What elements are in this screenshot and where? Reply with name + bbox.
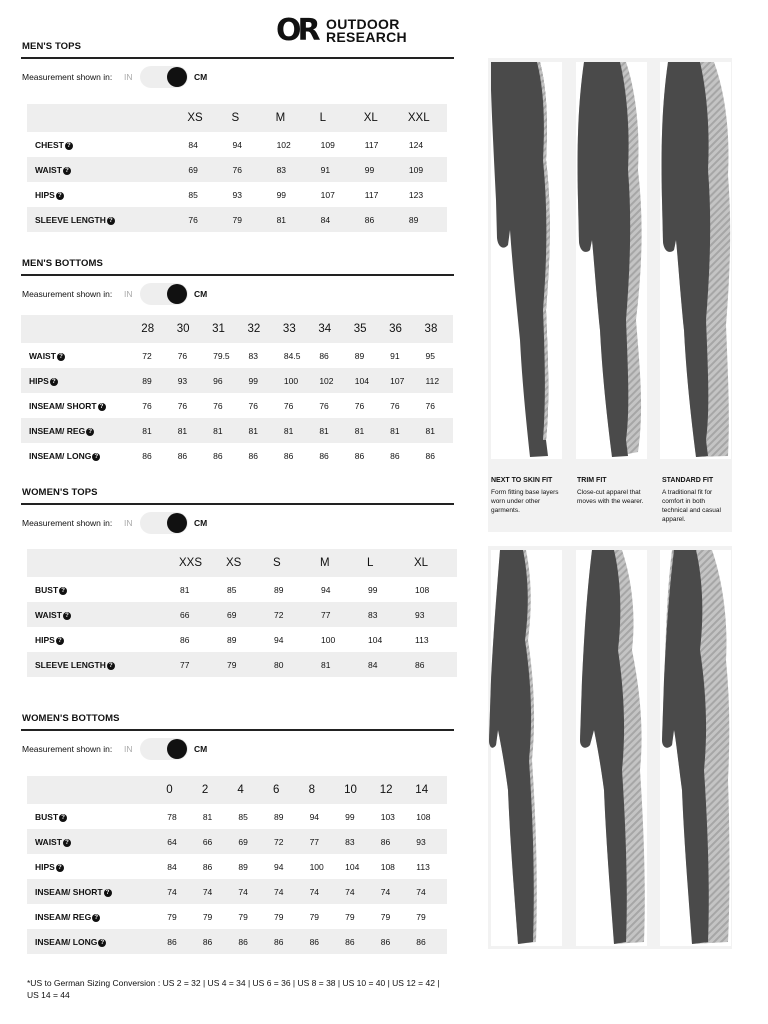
table-cell: 86 [390,450,400,461]
size-header: XS [222,549,269,577]
table-cell: 104 [368,634,383,645]
table-cell: 94 [232,139,242,150]
table-cell: 77 [175,652,222,677]
table-cell: 76 [142,400,152,411]
table-cell: 79 [416,911,426,922]
table-cell: 74 [376,879,412,904]
table-cell: 77 [305,829,341,854]
measurement-name: BUST [35,584,59,595]
table-cell: 93 [411,829,447,854]
size-header: 0 [162,776,198,804]
size-header: XL [410,549,457,577]
measurement-name: HIPS [35,861,55,872]
unit-in-option[interactable]: IN [124,744,133,754]
table-cell: 86 [233,929,269,954]
unit-toggle-label: Measurement shown in: [22,744,113,754]
table-cell: 89 [273,811,284,822]
womens-next-to-skin-figure [489,550,562,946]
table-cell: 89 [134,368,169,393]
table-cell: 86 [354,450,365,461]
unit-cm-option[interactable]: CM [194,72,208,82]
help-icon[interactable]: ? [92,914,100,922]
table-cell: 79 [309,911,320,922]
help-icon[interactable]: ? [56,192,64,200]
unit-cm-option[interactable]: CM [194,744,208,754]
womens-tops-title: WOMEN'S TOPS [22,487,98,498]
table-cell: 86 [162,929,198,954]
measurement-name: WAIST [35,164,62,175]
table-cell: 84 [315,207,359,232]
table-cell: 69 [233,829,269,854]
table-cell: 81 [170,418,205,443]
table-cell: 81 [205,418,240,443]
table-cell: 86 [410,652,457,677]
help-icon[interactable]: ? [63,612,71,620]
size-header: 28 [134,315,169,343]
table-cell: 74 [162,879,198,904]
size-header: 35 [347,315,382,343]
table-cell: 79 [222,652,269,677]
brand-name: OUTDOOR RESEARCH [326,16,407,45]
measurement-name: SLEEVE LENGTH [35,659,106,670]
size-header: S [226,104,270,132]
table-cell: 102 [311,368,346,393]
mens-trim-fit-figure [576,62,647,459]
table-cell: 86 [202,861,213,872]
table-cell: 85 [188,189,198,200]
measurement-name: HIPS [35,634,55,645]
table-cell: 86 [425,450,436,461]
size-header: 33 [276,315,311,343]
table-cell: 93 [232,189,242,200]
table-cell: 117 [364,139,379,150]
table-cell: 86 [411,929,447,954]
table-cell: 76 [390,400,400,411]
table-cell: 76 [177,400,188,411]
unit-cm-option[interactable]: CM [194,518,208,528]
table-cell: 76 [226,157,270,182]
fit-label-standard: STANDARD FIT A traditional fit for comfort in both technical and casual apparel. [662,477,721,523]
fit-label-trim: TRIM FIT Close-cut apparel that moves with the wearer. [577,477,644,505]
table-cell: 99 [241,368,276,393]
measurement-name: BUST [35,811,59,822]
table-cell: 72 [269,602,316,627]
table-cell: 91 [315,157,359,182]
table-cell: 76 [425,400,436,411]
table-cell: 108 [380,861,395,872]
table-cell: 86 [283,450,294,461]
table-cell: 81 [134,418,169,443]
table-cell: 66 [198,829,234,854]
table-cell: 79 [380,911,391,922]
size-header: L [315,104,359,132]
measurement-name: CHEST [35,139,64,150]
table-cell: 86 [319,350,329,361]
table-cell: 99 [345,811,355,822]
measurement-name: INSEAM/ REG [35,911,92,922]
table-cell: 94 [274,634,284,645]
fit-label-next-to-skin: NEXT TO SKIN FIT Form fitting base layers worn under other garments. [491,477,559,514]
size-header: 30 [170,315,205,343]
measurement-name: INSEAM/ SHORT [35,886,103,897]
table-cell: 123 [408,189,424,200]
size-header: 12 [376,776,412,804]
table-cell: 83 [248,350,258,361]
table-cell: 76 [354,400,365,411]
size-header: M [316,549,363,577]
table-cell: 117 [364,189,379,200]
size-header: XL [359,104,403,132]
mens-tops-title: MEN'S TOPS [22,41,82,52]
table-cell: 84 [167,861,177,872]
table-cell: 77 [316,602,363,627]
table-cell: 89 [354,350,365,361]
size-header: 38 [418,315,453,343]
measurement-name: WAIST [35,609,62,620]
table-cell: 76 [177,350,188,361]
table-cell: 83 [271,157,315,182]
womens-standard-fit-figure [660,550,731,946]
table-cell: 95 [425,350,436,361]
unit-toggle-label: Measurement shown in: [22,518,113,528]
table-cell: 83 [340,829,376,854]
table-cell: 89 [274,584,284,595]
table-cell: 81 [316,652,363,677]
table-cell: 78 [167,811,177,822]
mens-bottoms-title: MEN'S BOTTOMS [22,258,103,269]
measurement-name: INSEAM/ LONG [35,936,98,947]
table-cell: 85 [227,584,237,595]
help-icon[interactable]: ? [98,403,106,411]
table-cell: 66 [175,602,222,627]
unit-in-option[interactable]: IN [124,518,133,528]
table-cell: 86 [142,450,152,461]
table-cell: 124 [408,139,424,150]
size-header: XXS [175,549,222,577]
size-header: 31 [205,315,240,343]
size-header: 34 [311,315,346,343]
table-cell: 84 [363,652,410,677]
table-cell: 79 [238,911,248,922]
measurement-name: INSEAM/ LONG [29,450,92,461]
table-cell: 107 [320,189,335,200]
help-icon[interactable]: ? [59,814,67,822]
table-cell: 79 [273,911,284,922]
table-cell: 86 [248,450,258,461]
table-cell: 80 [269,652,316,677]
measurement-name: HIPS [35,189,55,200]
size-header: 14 [411,776,447,804]
table-cell: 86 [180,634,190,645]
size-header: 8 [305,776,341,804]
table-cell: 74 [233,879,269,904]
unit-in-option[interactable]: IN [124,289,133,299]
help-icon[interactable]: ? [50,378,58,386]
table-cell: 72 [142,350,152,361]
table-cell: 81 [202,811,213,822]
size-header: 32 [241,315,276,343]
unit-toggle-label: Measurement shown in: [22,289,113,299]
mens-standard-fit-figure [660,62,731,459]
table-cell: 74 [269,879,305,904]
table-cell: 74 [340,879,376,904]
table-cell: 89 [403,207,447,232]
table-cell: 86 [340,929,376,954]
table-cell: 109 [403,157,447,182]
table-cell: 86 [198,929,234,954]
table-cell: 104 [345,861,360,872]
measurement-name: SLEEVE LENGTH [35,214,106,225]
table-cell: 76 [213,400,223,411]
table-cell: 99 [368,584,378,595]
table-cell: 100 [309,861,324,872]
table-cell: 93 [170,368,205,393]
table-cell: 81 [276,418,311,443]
womens-bottoms-title: WOMEN'S BOTTOMS [22,713,120,724]
table-cell: 79 [345,911,355,922]
size-header: 2 [198,776,234,804]
unit-toggle-label: Measurement shown in: [22,72,113,82]
table-cell: 86 [213,450,223,461]
table-cell: 83 [363,602,410,627]
help-icon[interactable]: ? [59,587,67,595]
unit-in-option[interactable]: IN [124,72,133,82]
help-icon[interactable]: ? [98,939,106,947]
table-cell: 81 [271,207,315,232]
help-icon[interactable]: ? [63,839,71,847]
table-cell: 100 [321,634,336,645]
table-cell: 81 [382,418,417,443]
table-cell: 81 [418,418,453,443]
help-icon[interactable]: ? [107,217,115,225]
table-cell: 107 [382,368,417,393]
table-cell: 81 [180,584,190,595]
sizing-footnote: *US to German Sizing Conversion : US 2 = 32 | US 4 = 34 | US 6 = 36 | US 8 = 38 | US 10 = 40 | US 12 = 42 | US 14 = 44 [27,978,440,1000]
size-header: XXL [403,104,447,132]
help-icon[interactable]: ? [107,662,115,670]
table-cell: 86 [376,929,412,954]
table-cell: 103 [380,811,395,822]
table-cell: 72 [269,829,305,854]
table-cell: 89 [238,861,248,872]
size-header: 4 [233,776,269,804]
size-header: S [269,549,316,577]
size-header: 6 [269,776,305,804]
womens-trim-fit-figure [576,550,647,946]
table-cell: 86 [269,929,305,954]
table-cell: 74 [411,879,447,904]
help-icon[interactable]: ? [56,864,64,872]
size-header: 10 [340,776,376,804]
help-icon[interactable]: ? [92,453,100,461]
table-cell: 94 [273,861,284,872]
table-cell: 112 [418,368,453,393]
size-header: M [271,104,315,132]
table-cell: 81 [241,418,276,443]
table-cell: 79.5 [213,350,230,361]
table-cell: 74 [305,879,341,904]
table-cell: 74 [198,879,234,904]
measurement-name: WAIST [29,350,56,361]
table-cell: 113 [416,861,430,872]
table-cell: 76 [319,400,329,411]
table-cell: 64 [162,829,198,854]
measurement-name: INSEAM/ SHORT [29,400,97,411]
table-cell: 104 [347,368,382,393]
table-cell: 108 [416,811,431,822]
measurement-name: HIPS [29,375,49,386]
table-cell: 102 [276,139,291,150]
table-cell: 79 [167,911,177,922]
table-cell: 109 [320,139,335,150]
help-icon[interactable]: ? [57,353,65,361]
measurement-name: INSEAM/ REG [29,425,86,436]
table-cell: 84.5 [283,350,301,361]
help-icon[interactable]: ? [65,142,73,150]
table-cell: 86 [177,450,188,461]
table-cell: 76 [248,400,258,411]
table-cell: 86 [305,929,341,954]
table-cell: 84 [188,139,198,150]
table-cell: 94 [321,584,331,595]
table-cell: 99 [359,157,403,182]
size-header: XS [182,104,226,132]
table-cell: 108 [415,584,430,595]
brand-mark: OR [276,13,317,48]
size-header: 36 [382,315,417,343]
table-cell: 81 [311,418,346,443]
table-cell: 96 [205,368,240,393]
help-icon[interactable]: ? [63,167,71,175]
size-header: L [363,549,410,577]
table-cell: 89 [227,634,237,645]
table-cell: 100 [276,368,311,393]
table-cell: 79 [202,911,213,922]
table-cell: 69 [222,602,269,627]
unit-cm-option[interactable]: CM [194,289,208,299]
table-cell: 86 [319,450,329,461]
measurement-name: WAIST [35,836,62,847]
table-cell: 99 [276,189,287,200]
table-cell: 85 [238,811,248,822]
help-icon[interactable]: ? [56,637,64,645]
table-cell: 86 [376,829,412,854]
help-icon[interactable]: ? [86,428,94,436]
mens-next-to-skin-figure [491,62,562,459]
table-cell: 76 [182,207,226,232]
table-cell: 86 [359,207,403,232]
table-cell: 79 [226,207,270,232]
table-cell: 69 [182,157,226,182]
table-cell: 94 [309,811,320,822]
table-cell: 113 [415,634,429,645]
table-cell: 91 [390,350,400,361]
table-cell: 76 [283,400,294,411]
help-icon[interactable]: ? [104,889,112,897]
table-cell: 93 [410,602,457,627]
table-cell: 81 [347,418,382,443]
